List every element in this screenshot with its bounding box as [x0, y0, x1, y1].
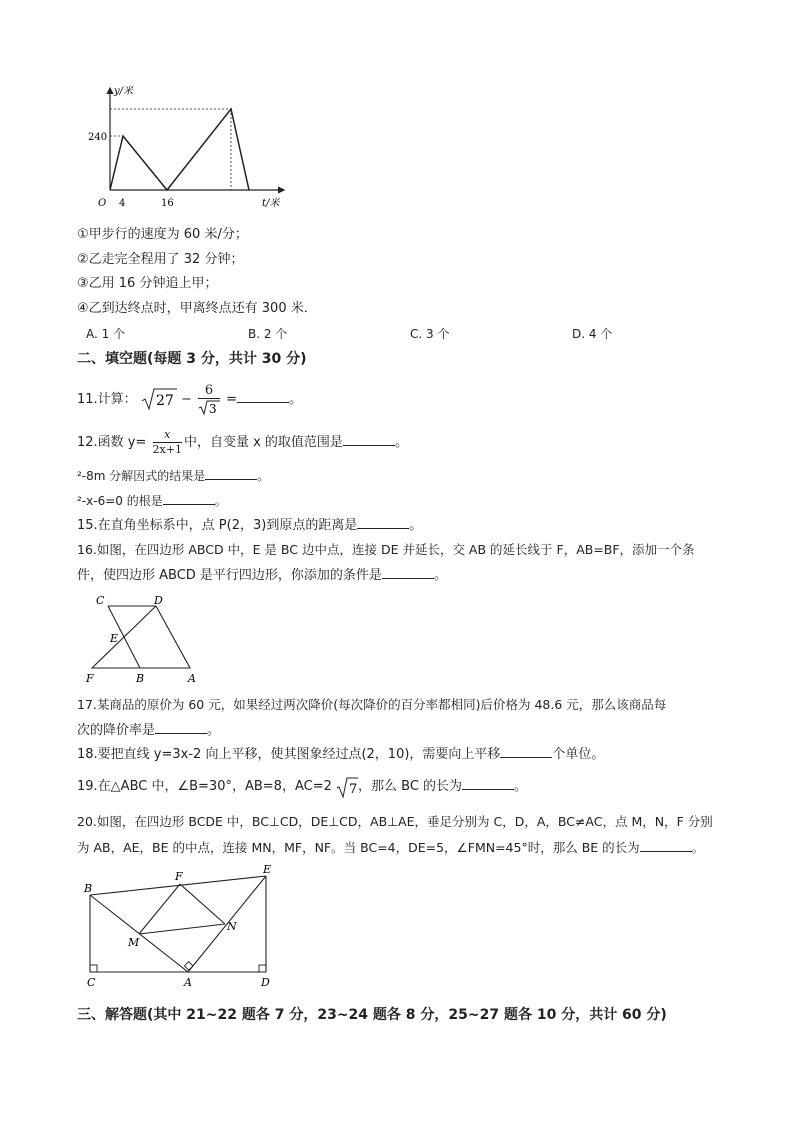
- q17-answer-blank[interactable]: [155, 721, 207, 734]
- q12-answer-blank[interactable]: [343, 433, 395, 446]
- q19-radicand: 7: [349, 781, 358, 797]
- statement-1: ①甲步行的速度为 60 米/分；: [77, 227, 248, 242]
- q20-answer-blank[interactable]: [640, 839, 692, 852]
- q11-suffix: =: [226, 392, 238, 407]
- q15-end: 。: [409, 518, 423, 533]
- fig16-label-d: D: [154, 594, 163, 607]
- section3-title: 三、解答题(其中 21~22 题各 7 分，23~24 题各 8 分，25~27 题各 10 分，共计 60 分): [77, 1007, 667, 1023]
- x-tick-16: 16: [161, 198, 174, 209]
- q20-end: 。: [691, 840, 705, 855]
- q14-end: 。: [214, 494, 227, 508]
- fig16-label-a: A: [188, 672, 196, 685]
- q20-quadrilateral-figure: [80, 862, 280, 992]
- q11-frac-den: 3: [209, 402, 217, 416]
- fig16-label-c: C: [96, 594, 105, 607]
- x-axis-label: t/米: [262, 198, 280, 209]
- statement-4: ④乙到达终点时，甲离终点还有 300 米．: [77, 301, 317, 316]
- q13-text: ²-8m 分解因式的结果是: [77, 469, 206, 483]
- radical-sign-icon: [141, 387, 177, 411]
- q12-frac-num: x: [153, 428, 182, 443]
- q11-end: 。: [289, 392, 303, 407]
- series-line: [110, 109, 249, 190]
- q19-answer-blank[interactable]: [462, 777, 514, 790]
- statement-3: ③乙用 16 分钟追上甲；: [77, 276, 218, 291]
- q12-fraction: [153, 428, 182, 457]
- q11-prefix: 11.计算：: [77, 392, 137, 407]
- fig20-label-f: F: [175, 870, 183, 883]
- radical-sign-icon: [336, 776, 358, 798]
- q19-end: 。: [514, 779, 528, 794]
- choice-a[interactable]: A. 1 个: [86, 327, 126, 341]
- q17-text: 次的降价率是: [77, 723, 156, 738]
- q14-answer-blank[interactable]: [163, 492, 215, 505]
- q13-answer-blank[interactable]: [205, 467, 257, 480]
- fig20-label-m: M: [128, 936, 140, 949]
- q11-fraction: [198, 384, 220, 415]
- fig20-label-b: B: [84, 882, 93, 895]
- origin-label: O: [98, 198, 107, 209]
- q20-line2: [77, 839, 704, 857]
- y-axis-label: y/米: [114, 86, 134, 97]
- fig20-label-c: C: [87, 976, 96, 989]
- q19-text: 19.在△ABC 中，∠B=30°，AB=8，AC=2: [77, 779, 332, 794]
- fig16-label-b: B: [136, 672, 145, 685]
- q16-quadrilateral-figure: [84, 592, 204, 684]
- q11-sqrt27: [141, 386, 177, 414]
- q12-frac-den: 2x+1: [152, 443, 182, 456]
- q12-prefix: 12.函数 y=: [77, 435, 147, 450]
- fig20-label-n: N: [227, 920, 237, 933]
- q10-distance-time-chart: [88, 82, 292, 212]
- q20-line1: 20.如图，在四边形 BCDE 中，BC⊥CD，DE⊥CD，AB⊥AE，垂足分别为 C，D，A，BC≠AC，点 M，N，F 分别: [77, 814, 713, 829]
- radical-sign-icon: [198, 399, 220, 415]
- q17-end: 。: [207, 723, 221, 738]
- q12-end: 。: [394, 435, 408, 450]
- q16-answer-blank[interactable]: [382, 566, 434, 579]
- fig20-label-e: E: [263, 863, 272, 876]
- q16-end: 。: [433, 568, 447, 583]
- q15: [77, 516, 422, 535]
- x-tick-4: 4: [119, 198, 126, 209]
- q17-line1: 17.某商品的原价为 60 元，如果经过两次降价(每次降价的百分率都相同)后价格为 48.6 元，那么该商品每: [77, 697, 667, 712]
- q11-answer-blank[interactable]: [237, 390, 289, 403]
- y-tick-240: 240: [88, 132, 108, 143]
- q18-answer-blank[interactable]: [500, 745, 552, 758]
- q11: 11.计算： 27 − $\frac{6}{3}$ = 。: [77, 383, 303, 416]
- q15-text: 15.在直角坐标系中，点 P(2，3)到原点的距离是: [77, 518, 358, 533]
- fig20-label-a: A: [184, 976, 192, 989]
- q18-text: 18.要把直线 y=3x-2 向上平移，使其图象经过点(2，10)，需要向上平移: [77, 747, 501, 762]
- q13: [77, 467, 269, 485]
- q11-radicand: 27: [155, 393, 174, 409]
- choice-b[interactable]: B. 2 个: [248, 327, 288, 341]
- choice-d[interactable]: D. 4 个: [572, 327, 613, 341]
- section2-title: 二、填空题(每题 3 分，共计 30 分): [77, 351, 307, 367]
- q20-text: 为 AB，AE，BE 的中点，连接 MN，MF，NF。当 BC=4，DE=5，∠FMN=45°时，那么 BE 的长为: [77, 840, 640, 855]
- q12-suffix: 中，自变量 x 的取值范围是: [183, 435, 343, 450]
- q16-text: 件，使四边形 ABCD 是平行四边形，你添加的条件是: [77, 568, 382, 583]
- q12: [77, 428, 408, 457]
- q19: [77, 774, 527, 800]
- q14: [77, 492, 227, 510]
- choice-c[interactable]: C. 3 个: [410, 327, 450, 341]
- q18: [77, 745, 604, 764]
- q11-frac-num: 6: [198, 384, 220, 399]
- q16-line1: 16.如图，在四边形 ABCD 中，E 是 BC 边中点，连接 DE 并延长，交 AB 的延长线于 F，AB=BF，添加一个条: [77, 542, 695, 557]
- fig16-label-f: F: [86, 672, 94, 685]
- q14-text: ²-x-6=0 的根是: [77, 494, 163, 508]
- fig20-label-d: D: [261, 976, 270, 989]
- q19-suffix: ，那么 BC 的长为: [358, 779, 463, 794]
- fig16-label-e: E: [110, 632, 119, 645]
- fig16-lines: [92, 606, 190, 668]
- q18-end: 个单位。: [552, 747, 605, 762]
- q15-answer-blank[interactable]: [357, 516, 409, 529]
- q17-line2: [77, 721, 220, 740]
- q16-line2: [77, 566, 447, 585]
- q13-end: 。: [257, 469, 270, 483]
- statement-2: ②乙走完全程用了 32 分钟；: [77, 252, 244, 267]
